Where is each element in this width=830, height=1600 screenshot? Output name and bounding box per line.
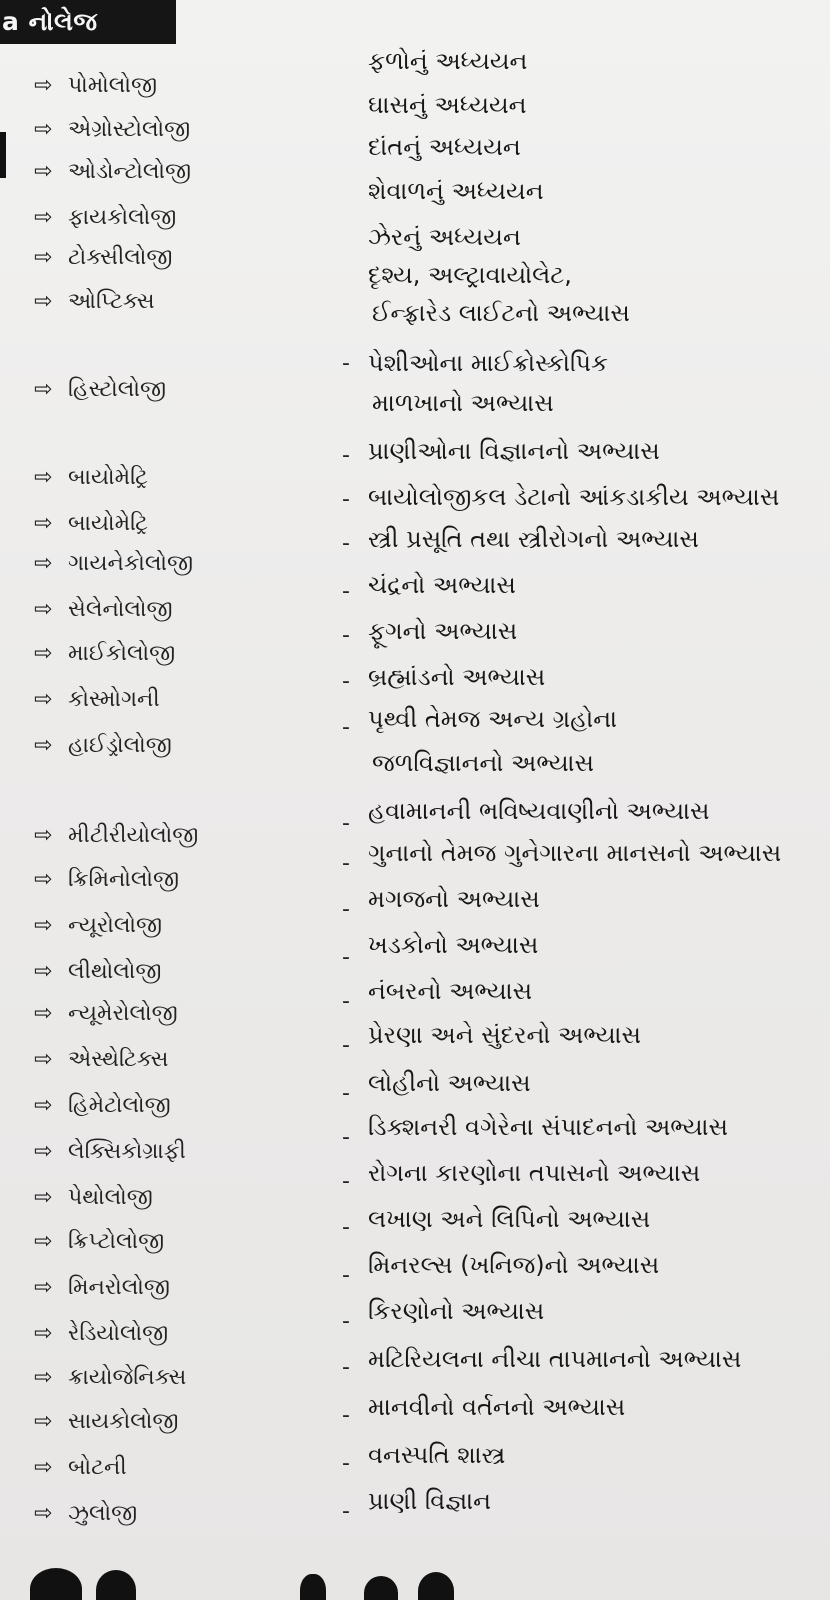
separator-dash: - [342,1309,350,1334]
separator-dash: - [342,851,350,876]
term-description: શેવાળનું અધ્યયન [368,177,544,205]
term-label: હિમેટોલોજી [68,1093,171,1118]
term-label: રેડિયોલોજી [68,1321,169,1346]
term-label: ઝુલોજી [68,1501,138,1526]
term-description: ચંદ્રનો અભ્યાસ [368,571,516,599]
separator-dash: - [342,989,350,1014]
term-label: મીટીરીયોલોજી [68,823,199,848]
glossary-term [34,1094,171,1118]
term-description: સ્ત્રી પ્રસૂતિ તથા સ્ત્રીરોગનો અભ્યાસ [368,525,699,553]
glossary-term [34,1230,164,1254]
arrow-icon: ⇨ [34,1047,53,1072]
arrow-icon: ⇨ [34,867,53,892]
term-description: નંબરનો અભ્યાસ [368,977,533,1005]
term-description: દાંતનું અધ્યયન [368,133,521,161]
glossary-term [34,1366,186,1390]
term-description: મટિરિયલના નીચા તાપમાનનો અભ્યાસ [368,1345,742,1373]
arrow-icon: ⇨ [34,205,53,230]
separator-dash: - [342,897,350,922]
term-label: ક્રાયોજેનિક્સ [68,1365,187,1390]
term-description: મિનરલ્સ (ખનિજ)નો અભ્યાસ [368,1251,660,1279]
term-label: ઓડોન્ટોલોજી [68,159,192,184]
term-description: કિરણોનો અભ્યાસ [368,1297,545,1325]
term-description: ઘાસનું અધ્યયન [368,91,527,119]
glossary-term [34,1002,178,1026]
separator-dash: - [342,531,350,556]
term-label: ઓપ્ટિક્સ [68,289,155,314]
term-label: સેલેનોલોજી [68,597,173,622]
glossary-term [34,1048,168,1072]
glossary-term [34,598,173,622]
term-description: મગજનો અભ્યાસ [368,885,540,913]
separator-dash: - [342,811,350,836]
glossary-term [34,206,176,230]
term-description: માનવીનો વર્તનનો અભ્યાસ [368,1393,626,1421]
term-description: પ્રાણીઓના વિજ્ઞાનનો અભ્યાસ [368,437,660,465]
term-description: વનસ્પતિ શાસ્ત્ર [368,1441,506,1469]
term-label: પોમોલોજી [68,73,158,98]
glossary-term [34,824,198,848]
arrow-icon: ⇨ [34,641,53,666]
arrow-icon: ⇨ [34,1455,53,1480]
glossary-term [34,118,190,142]
term-description: લખાણ અને લિપિનો અભ્યાસ [368,1205,651,1233]
glossary-term [34,290,155,314]
separator-dash: - [342,623,350,648]
separator-dash: - [342,1125,350,1150]
arrow-icon: ⇨ [34,159,53,184]
arrow-icon: ⇨ [34,289,53,314]
term-label: મિનરોલોજી [68,1275,170,1300]
glossary-term [34,1410,178,1434]
separator-dash: - [342,1451,350,1476]
glossary-term [34,1276,170,1300]
term-description: ગુનાનો તેમજ ગુનેગારના માનસનો અભ્યાસ [368,839,782,867]
glossary-term [34,734,172,758]
separator-dash: - [342,1355,350,1380]
term-description: પેશીઓના માઈક્રોસ્કોપિક [368,349,608,377]
term-label: ન્યૂમેરોલોજી [68,1001,178,1026]
glossary-term [34,642,175,666]
arrow-icon: ⇨ [34,1275,53,1300]
term-description-continued: માળખાનો અભ્યાસ [372,389,554,417]
arrow-icon: ⇨ [34,377,53,402]
arrow-icon: ⇨ [34,733,53,758]
term-description: બાયોલોજીકલ ડેટાનો આંકડાકીય અભ્યાસ [368,483,780,511]
term-description: હવામાનની ભવિષ્યવાણીનો અભ્યાસ [368,797,710,825]
term-label: હિસ્ટોલોજી [68,377,167,402]
glossary-term [34,1140,186,1164]
term-label: બોટની [68,1455,127,1480]
arrow-icon: ⇨ [34,1409,53,1434]
glossary-term [34,1322,168,1346]
arrow-icon: ⇨ [34,959,53,984]
term-description: દૃશ્ય, અલ્ટ્રાવાયોલેટ, [368,261,572,289]
glossary-term [34,512,148,536]
separator-dash: - [342,1081,350,1106]
glossary-term [34,960,162,984]
term-label: ગાયનેકોલોજી [68,551,194,576]
arrow-icon: ⇨ [34,913,53,938]
glossary-term [34,466,148,490]
arrow-icon: ⇨ [34,1501,53,1526]
arrow-icon: ⇨ [34,245,53,270]
glossary-term [34,1186,153,1210]
glossary-term [34,74,157,98]
separator-dash: - [342,487,350,512]
arrow-icon: ⇨ [34,1093,53,1118]
separator-dash: - [342,1033,350,1058]
separator-dash: - [342,1215,350,1240]
arrow-icon: ⇨ [34,1365,53,1390]
glossary-term [34,1456,127,1480]
term-label: ક્રિમિનોલોજી [68,867,180,892]
arrow-icon: ⇨ [34,73,53,98]
glossary-term [34,914,162,938]
arrow-icon: ⇨ [34,1185,53,1210]
arrow-icon: ⇨ [34,1229,53,1254]
separator-dash: - [342,669,350,694]
separator-dash: - [342,1263,350,1288]
term-label: ક્રિપ્ટોલોજી [68,1229,165,1254]
term-description: પૃથ્વી તેમજ અન્ય ગ્રહોના [368,705,617,733]
term-description: ખડકોનો અભ્યાસ [368,931,539,959]
glossary-term [34,378,166,402]
term-description: પ્રેરણા અને સુંદરનો અભ્યાસ [368,1021,641,1049]
bottom-heading-fragment [20,1562,490,1600]
term-description: ફૂગનો અભ્યાસ [368,617,518,645]
term-description: ડિક્શનરી વગેરેના સંપાદનનો અભ્યાસ [368,1113,728,1141]
section-title: a નોલેજ [2,7,98,36]
glossary-term [34,160,191,184]
separator-dash: - [342,579,350,604]
glossary-term [34,868,179,892]
glossary-term [34,688,160,712]
arrow-icon: ⇨ [34,117,53,142]
term-description: બ્રહ્માંડનો અભ્યાસ [368,663,546,691]
term-label: બાયોમેટ્રિ [68,511,148,536]
separator-dash: - [342,945,350,970]
term-label: એસ્થેટિક્સ [68,1047,169,1072]
arrow-icon: ⇨ [34,551,53,576]
arrow-icon: ⇨ [34,1139,53,1164]
term-description: લોહીનો અભ્યાસ [368,1069,531,1097]
term-label: બાયોમેટ્રિ [68,465,148,490]
separator-dash: - [342,1403,350,1428]
separator-dash: - [342,1169,350,1194]
arrow-icon: ⇨ [34,823,53,848]
term-label: એગ્રોસ્ટોલોજી [68,117,191,142]
term-label: લીથોલોજી [68,959,162,984]
term-description: પ્રાણી વિજ્ઞાન [368,1487,491,1515]
arrow-icon: ⇨ [34,1321,53,1346]
term-label: સાયકોલોજી [68,1409,179,1434]
glossary-term [34,552,193,576]
arrow-icon: ⇨ [34,687,53,712]
term-description: ફળોનું અધ્યયન [368,47,528,75]
term-label: પેથોલોજી [68,1185,153,1210]
separator-dash: - [342,715,350,740]
glossary-term [34,246,173,270]
term-label: લેક્સિકોગ્રાફી [68,1139,186,1164]
separator-dash: - [342,1499,350,1524]
term-description-continued: ઈન્ફ્રારેડ લાઈટનો અભ્યાસ [372,299,630,327]
arrow-icon: ⇨ [34,511,53,536]
arrow-icon: ⇨ [34,465,53,490]
arrow-icon: ⇨ [34,597,53,622]
term-description-continued: જળવિજ્ઞાનનો અભ્યાસ [372,749,594,777]
separator-dash: - [342,351,350,376]
term-label: કોસ્મોગની [68,687,160,712]
term-label: હાઈડ્રોલોજી [68,733,172,758]
arrow-icon: ⇨ [34,1001,53,1026]
separator-dash: - [342,443,350,468]
term-label: ટોક્સીલોજી [68,245,173,270]
term-label: માઈકોલોજી [68,641,176,666]
term-description: રોગના કારણોના તપાસનો અભ્યાસ [368,1159,701,1187]
glossary-term [34,1502,137,1526]
term-label: ફાયકોલોજી [68,205,177,230]
term-description: ઝેરનું અધ્યયન [368,223,521,251]
term-label: ન્યૂરોલોજી [68,913,163,938]
